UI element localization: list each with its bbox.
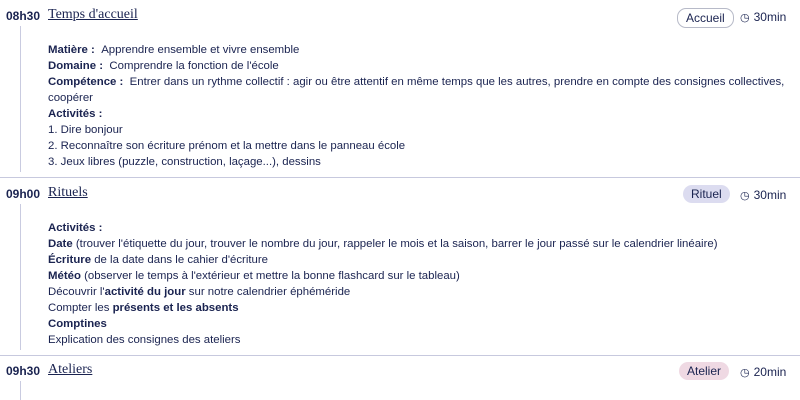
timeline-line [20,381,21,400]
detail-line: 2. Reconnaître son écriture prénom et la mettre dans le panneau école [48,140,406,152]
timeline-line [20,204,21,350]
detail-line: Activités : [48,108,103,120]
detail-line: Matière : Apprendre ensemble et vivre ensemble [48,44,300,56]
block-time: 08h30 [5,9,40,23]
detail-line: Date (trouver l'étiquette du jour, trouver le nombre du jour, rappeler le mois et la saison, barrer le jour passé sur le calendrier linéaire) [48,238,718,250]
block-title-link[interactable]: Rituels [48,185,88,200]
category-badge: Atelier [679,362,729,380]
duration [740,10,786,24]
duration [740,188,786,202]
category-badge: Accueil [677,8,734,28]
block-divider [0,177,800,178]
detail-line: Domaine : Comprendre la fonction de l'école [48,60,279,72]
detail-line: Comptines [48,318,107,330]
block-title-link[interactable]: Temps d'accueil [48,7,138,22]
duration [740,365,786,379]
detail-line: Découvrir l'activité du jour sur notre calendrier éphéméride [48,286,351,298]
clock-icon: ◷ [740,190,750,202]
timeline-line [20,26,21,172]
detail-line: 3. Jeux libres (puzzle, construction, laçage...), dessins [48,156,321,168]
clock-icon: ◷ [740,12,750,24]
detail-line: Écriture de la date dans le cahier d'écriture [48,254,269,266]
duration-value: 30min [753,10,787,24]
detail-line: coopérer [48,92,93,104]
detail-line: Compétence : Entrer dans un rythme collectif : agir ou être attentif en même temps que les autres, prendre en compte des consignes collectives, [48,76,785,88]
detail-line: Explication des consignes des ateliers [48,334,241,346]
detail-line: Compter les présents et les absents [48,302,239,314]
category-badge: Rituel [683,185,730,203]
block-time: 09h30 [5,364,40,378]
duration-value: 20min [753,365,787,379]
clock-icon: ◷ [740,367,750,379]
detail-line: Activités : [48,222,103,234]
detail-line: 1. Dire bonjour [48,124,123,136]
block-title-link[interactable]: Ateliers [48,362,93,377]
detail-line: Météo (observer le temps à l'extérieur et mettre la bonne flashcard sur le tableau) [48,270,460,282]
block-divider [0,355,800,356]
duration-value: 30min [753,188,787,202]
block-time: 09h00 [5,187,40,201]
